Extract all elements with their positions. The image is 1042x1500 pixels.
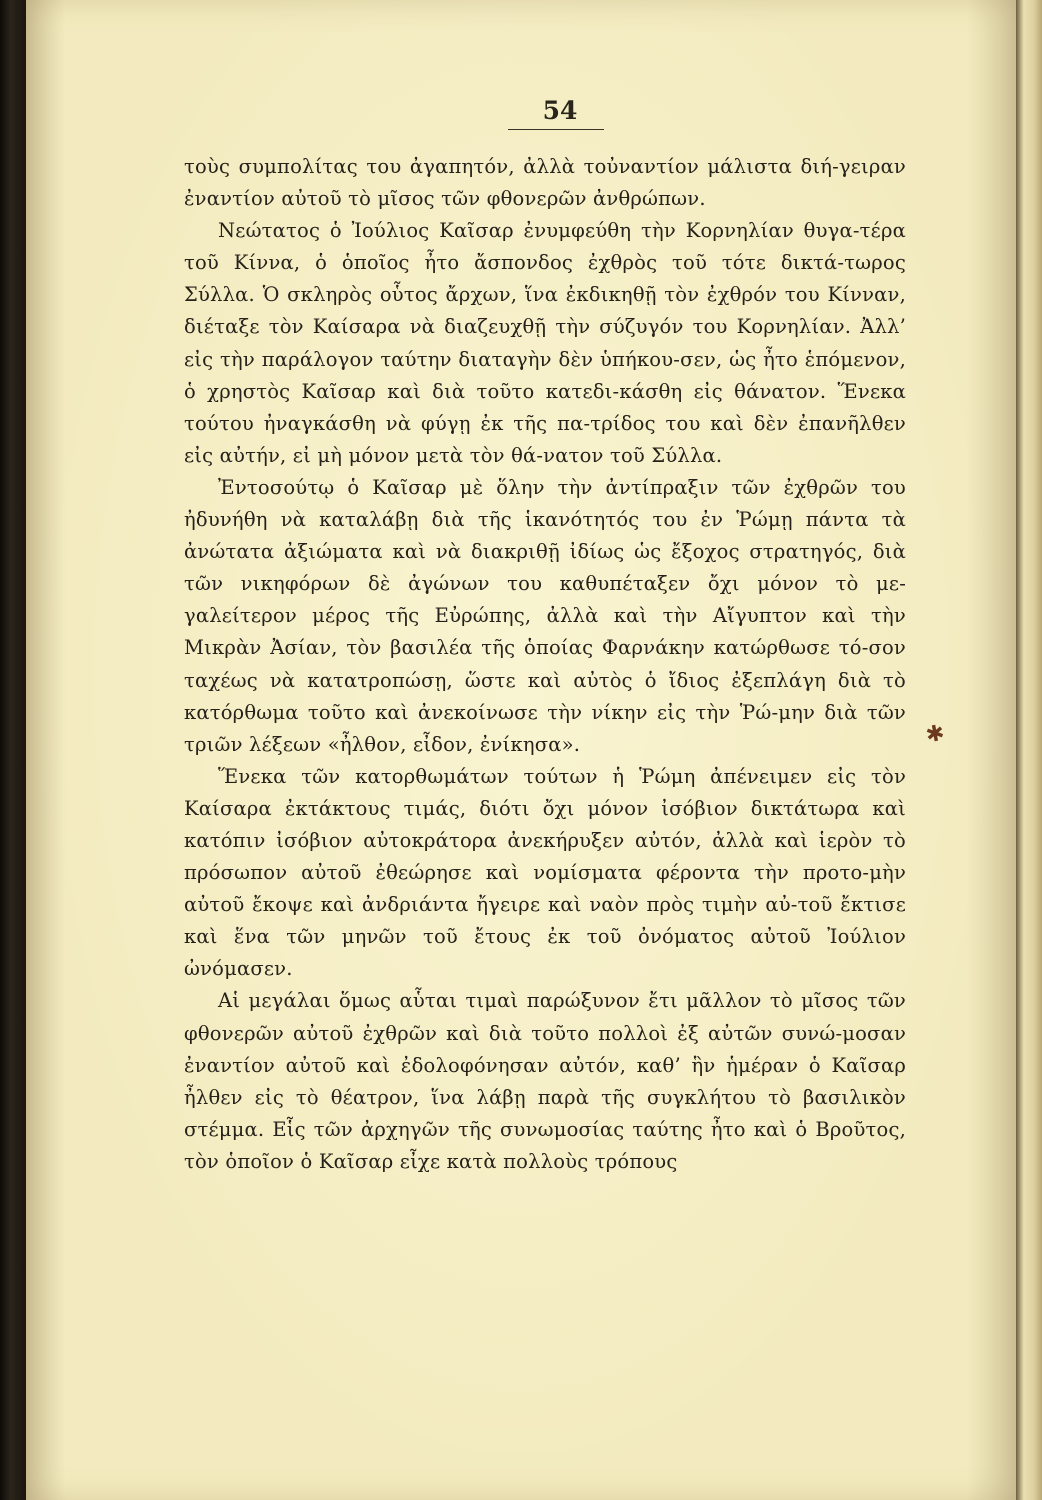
body-text (184, 151, 906, 1178)
page-number: 54 (542, 96, 578, 125)
paragraph-4: Ἕνεκα τῶν κατορθωμάτων τούτων ἡ Ῥώμη ἀπένειμεν εἰς τὸν Καίσαρα ἐκτάκτους τιμάς, διότι ὄχι μόνον ἰσόβιον δικτάτωρα καὶ κατόπιν ἰσόβιον αὐτοκράτορα ἀνεκήρυξεν αὐτόν, ἀλλὰ καὶ ἱερὸν τὸ πρόσωπον αὐτοῦ ἐθεώρησε καὶ νομίσματα φέροντα τὴν προτο-μὴν αὐτοῦ ἔκοψε καὶ ἀνδριάντα ἤγειρε καὶ ναὸν πρὸς τιμὴν αὐ-τοῦ ἔκτισε καὶ ἕνα τῶν μηνῶν τοῦ ἔτους ἐκ τοῦ ὀνόματος αὐτοῦ Ἰούλιον ὠνόμασεν. (184, 764, 906, 981)
margin-asterisk-mark: ✱ (923, 720, 947, 749)
paragraph-2: Νεώτατος ὁ Ἰούλιος Καῖσαρ ἐνυμφεύθη τὴν Κορνηλίαν θυγα-τέρα τοῦ Κίννα, ὁ ὁποῖος ἦτο ἄσπονδος ἐχθρὸς τοῦ τότε δικτά-τωρος Σύλλα. Ὁ σκληρὸς οὗτος ἄρχων, ἵνα ἐκδικηθῇ τὸν ἐχθρόν του Κίνναν, διέταξε τὸν Καίσαρα νὰ διαζευχθῇ τὴν σύζυγόν του Κορνηλίαν. Ἀλλ’ εἰς τὴν παράλογον ταύτην διαταγὴν δὲν ὑπήκου-σεν, ὡς ἦτο ἑπόμενον, ὁ χρηστὸς Καῖσαρ καὶ διὰ τοῦτο κατεδι-κάσθη εἰς θάνατον. Ἕνεκα τούτου ἠναγκάσθη νὰ φύγῃ ἐκ τῆς πα-τρίδος του καὶ δὲν ἐπανῆλθεν εἰς αὐτήν, εἰ μὴ μόνον μετὰ τὸν θά-νατον τοῦ Σύλλα. (184, 219, 906, 467)
paragraph-3: Ἐντοσούτῳ ὁ Καῖσαρ μὲ ὅλην τὴν ἀντίπραξιν τῶν ἐχθρῶν του ἠδυνήθη νὰ καταλάβῃ διὰ τῆς ἱκανότητός του ἐν Ῥώμῃ πάντα τὰ ἀνώτατα ἀξιώματα καὶ νὰ διακριθῇ ἰδίως ὡς ἔξοχος στρατηγός, διὰ τῶν νικηφόρων δὲ ἀγώνων του καθυπέταξεν ὄχι μόνον τὸ με-γαλείτερον μέρος τῆς Εὐρώπης, ἀλλὰ καὶ τὴν Αἴγυπτον καὶ τὴν Μικρὰν Ἀσίαν, τὸν βασιλέα τῆς ὁποίας Φαρνάκην κατώρθωσε τό-σον ταχέως νὰ κατατροπώσῃ, ὥστε καὶ αὐτὸς ὁ ἴδιος ἐξεπλάγη διὰ τὸ κατόρθωμα τοῦτο καὶ ἀνεκοίνωσε τὴν νίκην εἰς τὴν Ῥώ-μην διὰ τῶν τριῶν λέξεων «ἦλθον, εἶδον, ἐνίκησα». (184, 475, 906, 756)
paragraph-5: Αἱ μεγάλαι ὅμως αὗται τιμαὶ παρώξυνον ἔτι μᾶλλον τὸ μῖσος τῶν φθονερῶν αὐτοῦ ἐχθρῶν καὶ διὰ τοῦτο πολλοὶ ἐξ αὐτῶν συνώ-μοσαν ἐναντίον αὐτοῦ καὶ ἐδολοφόνησαν αὐτόν, καθ’ ἣν ἡμέραν ὁ Καῖσαρ ἦλθεν εἰς τὸ θέατρον, ἵνα λάβῃ παρὰ τῆς συγκλήτου τὸ βασιλικὸν στέμμα. Εἷς τῶν ἀρχηγῶν τῆς συνωμοσίας ταύτης ἦτο καὶ ὁ Βροῦτος, τὸν ὁποῖον ὁ Καῖσαρ εἶχε κατὰ πολλοὺς τρόπους (184, 989, 906, 1173)
page-number-rule (508, 129, 604, 130)
paragraph-1: τοὺς συμπολίτας του ἀγαπητόν, ἀλλὰ τοὐναντίον μάλιστα διή-γειραν ἐναντίον αὐτοῦ τὸ μῖσος τῶν φθονερῶν ἀνθρώπων. (184, 155, 906, 211)
book-spine-shadow (0, 0, 26, 1500)
next-page-edge (1016, 0, 1042, 1500)
